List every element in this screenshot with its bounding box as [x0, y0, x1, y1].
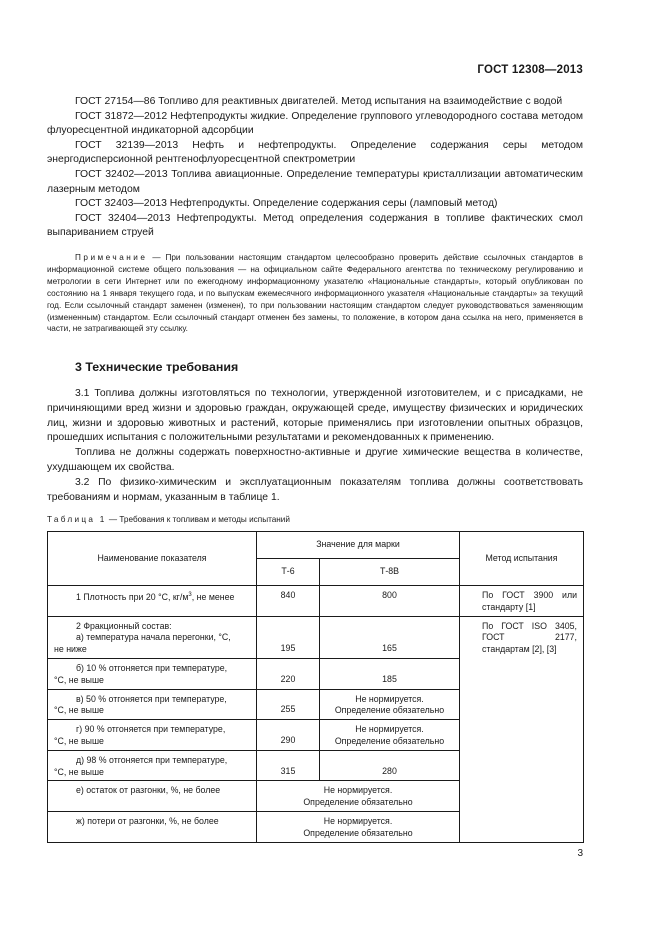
cell-t8v: Не нормируется. Определение обязательно: [320, 689, 460, 720]
paragraph: 3.1 Топлива должны изготовляться по технологии, утвержденной изготовителем, и с присадками, не причиняющими вред жизни и здоровью граждан, окружающей среде, имуществу физических и юридических лиц, жизни и здоровью животных и растений, которые применялись при изготовлении опытных образцов, прошедших испытания с положительными результатами и рекомендованных к применению.: [47, 388, 583, 444]
cell-t6: 840: [257, 586, 320, 617]
cell-indicator: в) 50 % отгоняется при температуре, °С, не выше: [48, 689, 257, 720]
reference-item: ГОСТ 27154—86 Топливо для реактивных двигателей. Метод испытания на взаимодействие с водой: [75, 96, 563, 107]
header-value-group: Значение для марки: [257, 532, 460, 559]
cell-t6: 315: [257, 750, 320, 781]
cell-t6: 255: [257, 689, 320, 720]
reference-note: [47, 252, 583, 335]
header-test-method: Метод испытания: [460, 532, 584, 586]
table-caption: [47, 515, 290, 524]
table-header-row: [48, 532, 584, 559]
cell-merged-value: Не нормируется. Определение обязательно: [257, 811, 460, 842]
paragraph: 3.2 По физико-химическим и эксплуатационным показателям топлива должны соответствовать требованиям и нормам, указанным в таблице 1.: [47, 476, 583, 503]
cell-t8v: 165: [320, 616, 460, 658]
table-caption-text: — Требования к топливам и методы испытаний: [108, 515, 290, 524]
cell-indicator: 1 Плотность при 20 °С, $кг/м^3$, не менее: [48, 586, 257, 617]
table-caption-label: Таблица 1: [47, 515, 107, 524]
cell-t6: 220: [257, 658, 320, 689]
section-heading: 3 Технические требования: [75, 360, 239, 374]
paragraph: Топлива не должны содержать поверхностно-активные и другие химические вещества в количестве, ухудшающем их свойства.: [47, 447, 583, 473]
normative-references-list: [47, 95, 583, 241]
cell-method: По ГОСТ ISO 3405, ГОСТ 2177, стандартам [2], [3]: [460, 616, 584, 842]
reference-item: ГОСТ 32402—2013 Топлива авиационные. Определение температуры кристаллизации автоматическим лазерным методом: [47, 168, 583, 195]
document-header: ГОСТ 12308—2013: [477, 64, 583, 76]
cell-indicator: ж) потери от разгонки, %, не более: [48, 811, 257, 842]
cell-t8v: 185: [320, 658, 460, 689]
reference-item: ГОСТ 31872—2012 Нефтепродукты жидкие. Определение группового углеводородного состава методом флуоресцентной индикаторной адсорбции: [47, 110, 583, 137]
table-row: [48, 616, 584, 658]
cell-indicator: 2 Фракционный состав: а) температура начала перегонки, °С, не ниже: [48, 616, 257, 658]
cell-t6: 290: [257, 720, 320, 751]
note-label: Примечание: [75, 253, 148, 262]
cell-indicator: б) 10 % отгоняется при температуре, °С, не выше: [48, 658, 257, 689]
requirements-table: [47, 531, 584, 843]
header-grade-t8v: Т-8В: [320, 559, 460, 586]
reference-item: ГОСТ 32139—2013 Нефть и нефтепродукты. Определение содержания серы методом энергодисперсионной рентгенофлуоресцентной спектрометрии: [47, 139, 583, 166]
cell-method: По ГОСТ 3900 или стандарту [1]: [460, 586, 584, 617]
cell-t8v: Не нормируется. Определение обязательно: [320, 720, 460, 751]
cell-indicator: д) 98 % отгоняется при температуре, °С, не выше: [48, 750, 257, 781]
header-indicator-name: Наименование показателя: [48, 532, 257, 586]
cell-indicator: г) 90 % отгоняется при температуре, °С, не выше: [48, 720, 257, 751]
reference-item: ГОСТ 32404—2013 Нефтепродукты. Метод определения содержания в топливе фактических смол выпариванием струей: [47, 212, 583, 239]
cell-indicator: е) остаток от разгонки, %, не более: [48, 781, 257, 812]
cell-t6: 195: [257, 616, 320, 658]
table-row: [48, 586, 584, 617]
page-number: 3: [577, 848, 583, 859]
section-body: [47, 387, 583, 505]
cell-merged-value: Не нормируется. Определение обязательно: [257, 781, 460, 812]
note-text: — При пользовании настоящим стандартом целесообразно проверить действие ссылочных стандартов в информационной системе общего пользования — на официальном сайте Федерального агентства по техническому регулированию и метрологии в сети Интернет или по ежегодному информационному указателю «Национальные стандарты», который опубликован по состоянию на 1 января текущего года, и по выпускам ежемесячного информационного указателя «Национальные стандарты» за текущий год. Если ссылочный стандарт заменен (изменен), то при пользовании настоящим стандартом следует руководствоваться заменяющим (измененным) стандартом. Если ссылочный стандарт отменен без замены, то положение, в котором дана ссылка на него, применяется в части, не затрагивающей эту ссылку.: [47, 253, 583, 334]
cell-t8v: 800: [320, 586, 460, 617]
header-grade-t6: Т-6: [257, 559, 320, 586]
cell-t8v: 280: [320, 750, 460, 781]
reference-item: ГОСТ 32403—2013 Нефтепродукты. Определение содержания серы (ламповый метод): [75, 198, 498, 210]
